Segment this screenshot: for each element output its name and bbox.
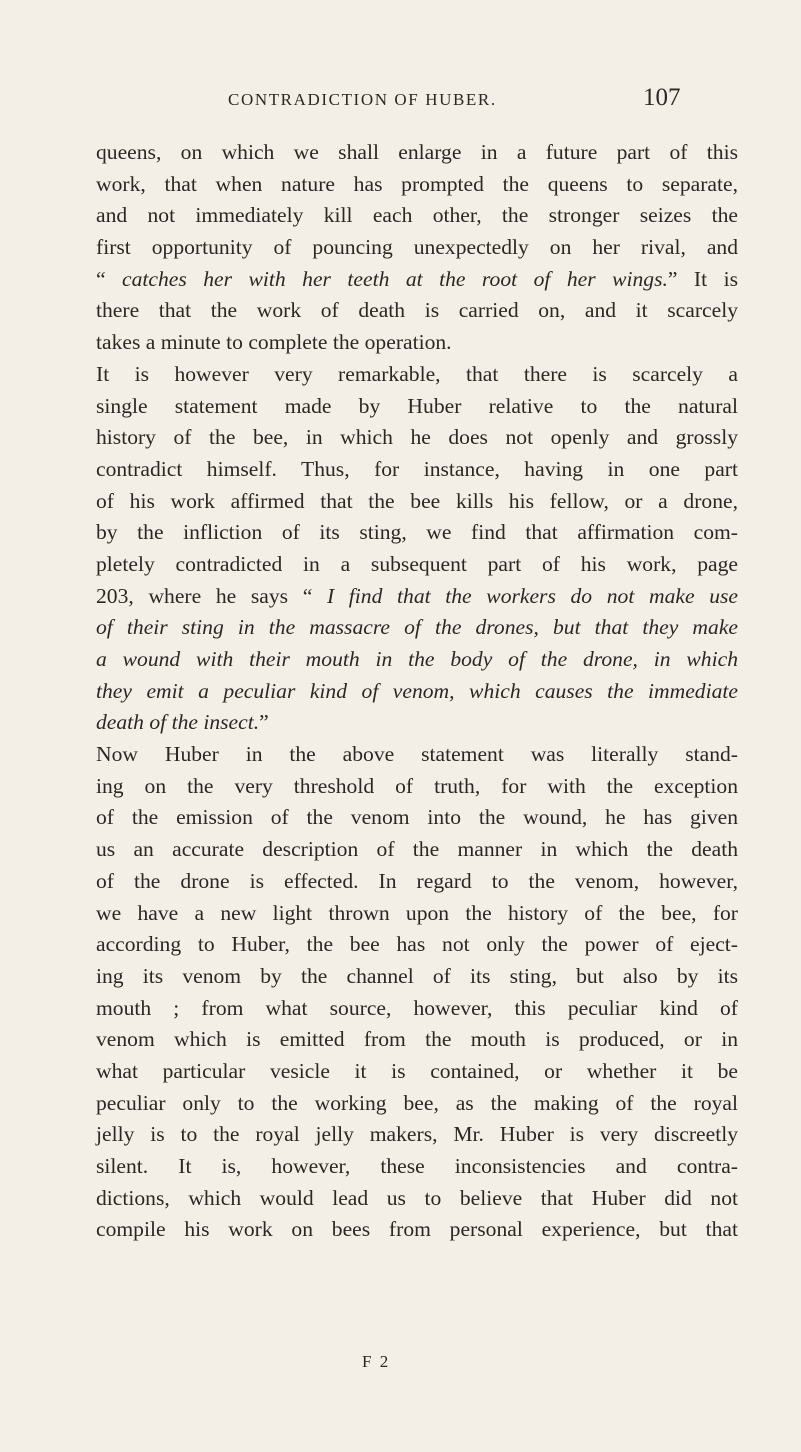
text-line: It is however very remarkable, that there is scarcely a [96,361,738,386]
italic-quote: catches her with her teeth at the root of her wings. [122,266,668,291]
text-line-with-italic [96,707,738,739]
text-line: compile his work on bees from personal experience, but that [96,1217,738,1242]
quote-close: ” It is [667,266,738,291]
quote-lead: 203, where he says “ [96,583,327,608]
signature-mark: F 2 [362,1352,391,1371]
text-line: first opportunity of pouncing unexpectedly on her rival, and [96,235,738,260]
text-line: there that the work of death is carried on, and it scarcely [96,298,738,323]
text-line: of the emission of the venom into the wound, he has given [96,805,738,830]
text-line: we have a new light thrown upon the history of the bee, for [96,900,738,925]
text-line: work, that when nature has prompted the queens to separate, [96,171,738,196]
text-line: contradict himself. Thus, for instance, having in one part [96,456,738,481]
italic-line [96,676,738,708]
text-line: queens, on which we shall enlarge in a future part of this [96,140,738,164]
italic-quote: of their sting in the massacre of the drones, but that they make [96,615,738,640]
body-text [96,137,738,1246]
text-line: history of the bee, in which he does not openly and grossly [96,425,738,450]
text-line: takes a minute to complete the operation. [96,330,452,355]
text-line: of his work affirmed that the bee kills his fellow, or a drone, [96,488,738,513]
text-line: of the drone is effected. In regard to the venom, however, [96,868,738,893]
text-line-with-italic [96,264,738,296]
running-head: CONTRADICTION OF HUBER. [228,90,497,109]
italic-line [96,644,738,676]
text-line-with-italic [96,581,738,613]
quote-open: “ [96,266,123,291]
italic-quote: a wound with their mouth in the body of the drone, in which [96,647,738,671]
text-line: by the infliction of its sting, we find that affirmation com- [96,520,738,545]
text-line: peculiar only to the working bee, as the making of the royal [96,1090,738,1115]
text-line: according to Huber, the bee has not only the power of eject- [96,932,738,957]
page-header [0,84,801,118]
italic-quote: death of the insect. [96,710,260,735]
text-line: single statement made by Huber relative to the natural [96,393,738,418]
text-line: venom which is emitted from the mouth is produced, or in [96,1027,738,1052]
text-line: Now Huber in the above statement was literally stand- [96,742,738,767]
text-line: mouth ; from what source, however, this peculiar kind of [96,995,738,1020]
text-line: what particular vesicle it is contained, or whether it be [96,1058,738,1083]
text-line: and not immediately kill each other, the stronger seizes the [96,203,738,228]
italic-line [96,612,738,644]
text-line: dictions, which would lead us to believe that Huber did not [96,1185,738,1210]
italic-quote: they emit a peculiar kind of venom, which causes the immediate [96,678,738,703]
italic-quote: I find that the workers do not make use [326,583,738,608]
quote-close: ” [259,710,269,735]
page-number: 107 [643,84,681,111]
text-line: jelly is to the royal jelly makers, Mr. Huber is very discreetly [96,1122,738,1147]
text-line: pletely contradicted in a subsequent part of his work, page [96,551,738,576]
text-line: silent. It is, however, these inconsistencies and contra- [96,1154,738,1178]
text-line: ing on the very threshold of truth, for with the exception [96,773,738,798]
text-line: us an accurate description of the manner in which the death [96,837,738,862]
text-line: ing its venom by the channel of its sting, but also by its [96,963,738,988]
